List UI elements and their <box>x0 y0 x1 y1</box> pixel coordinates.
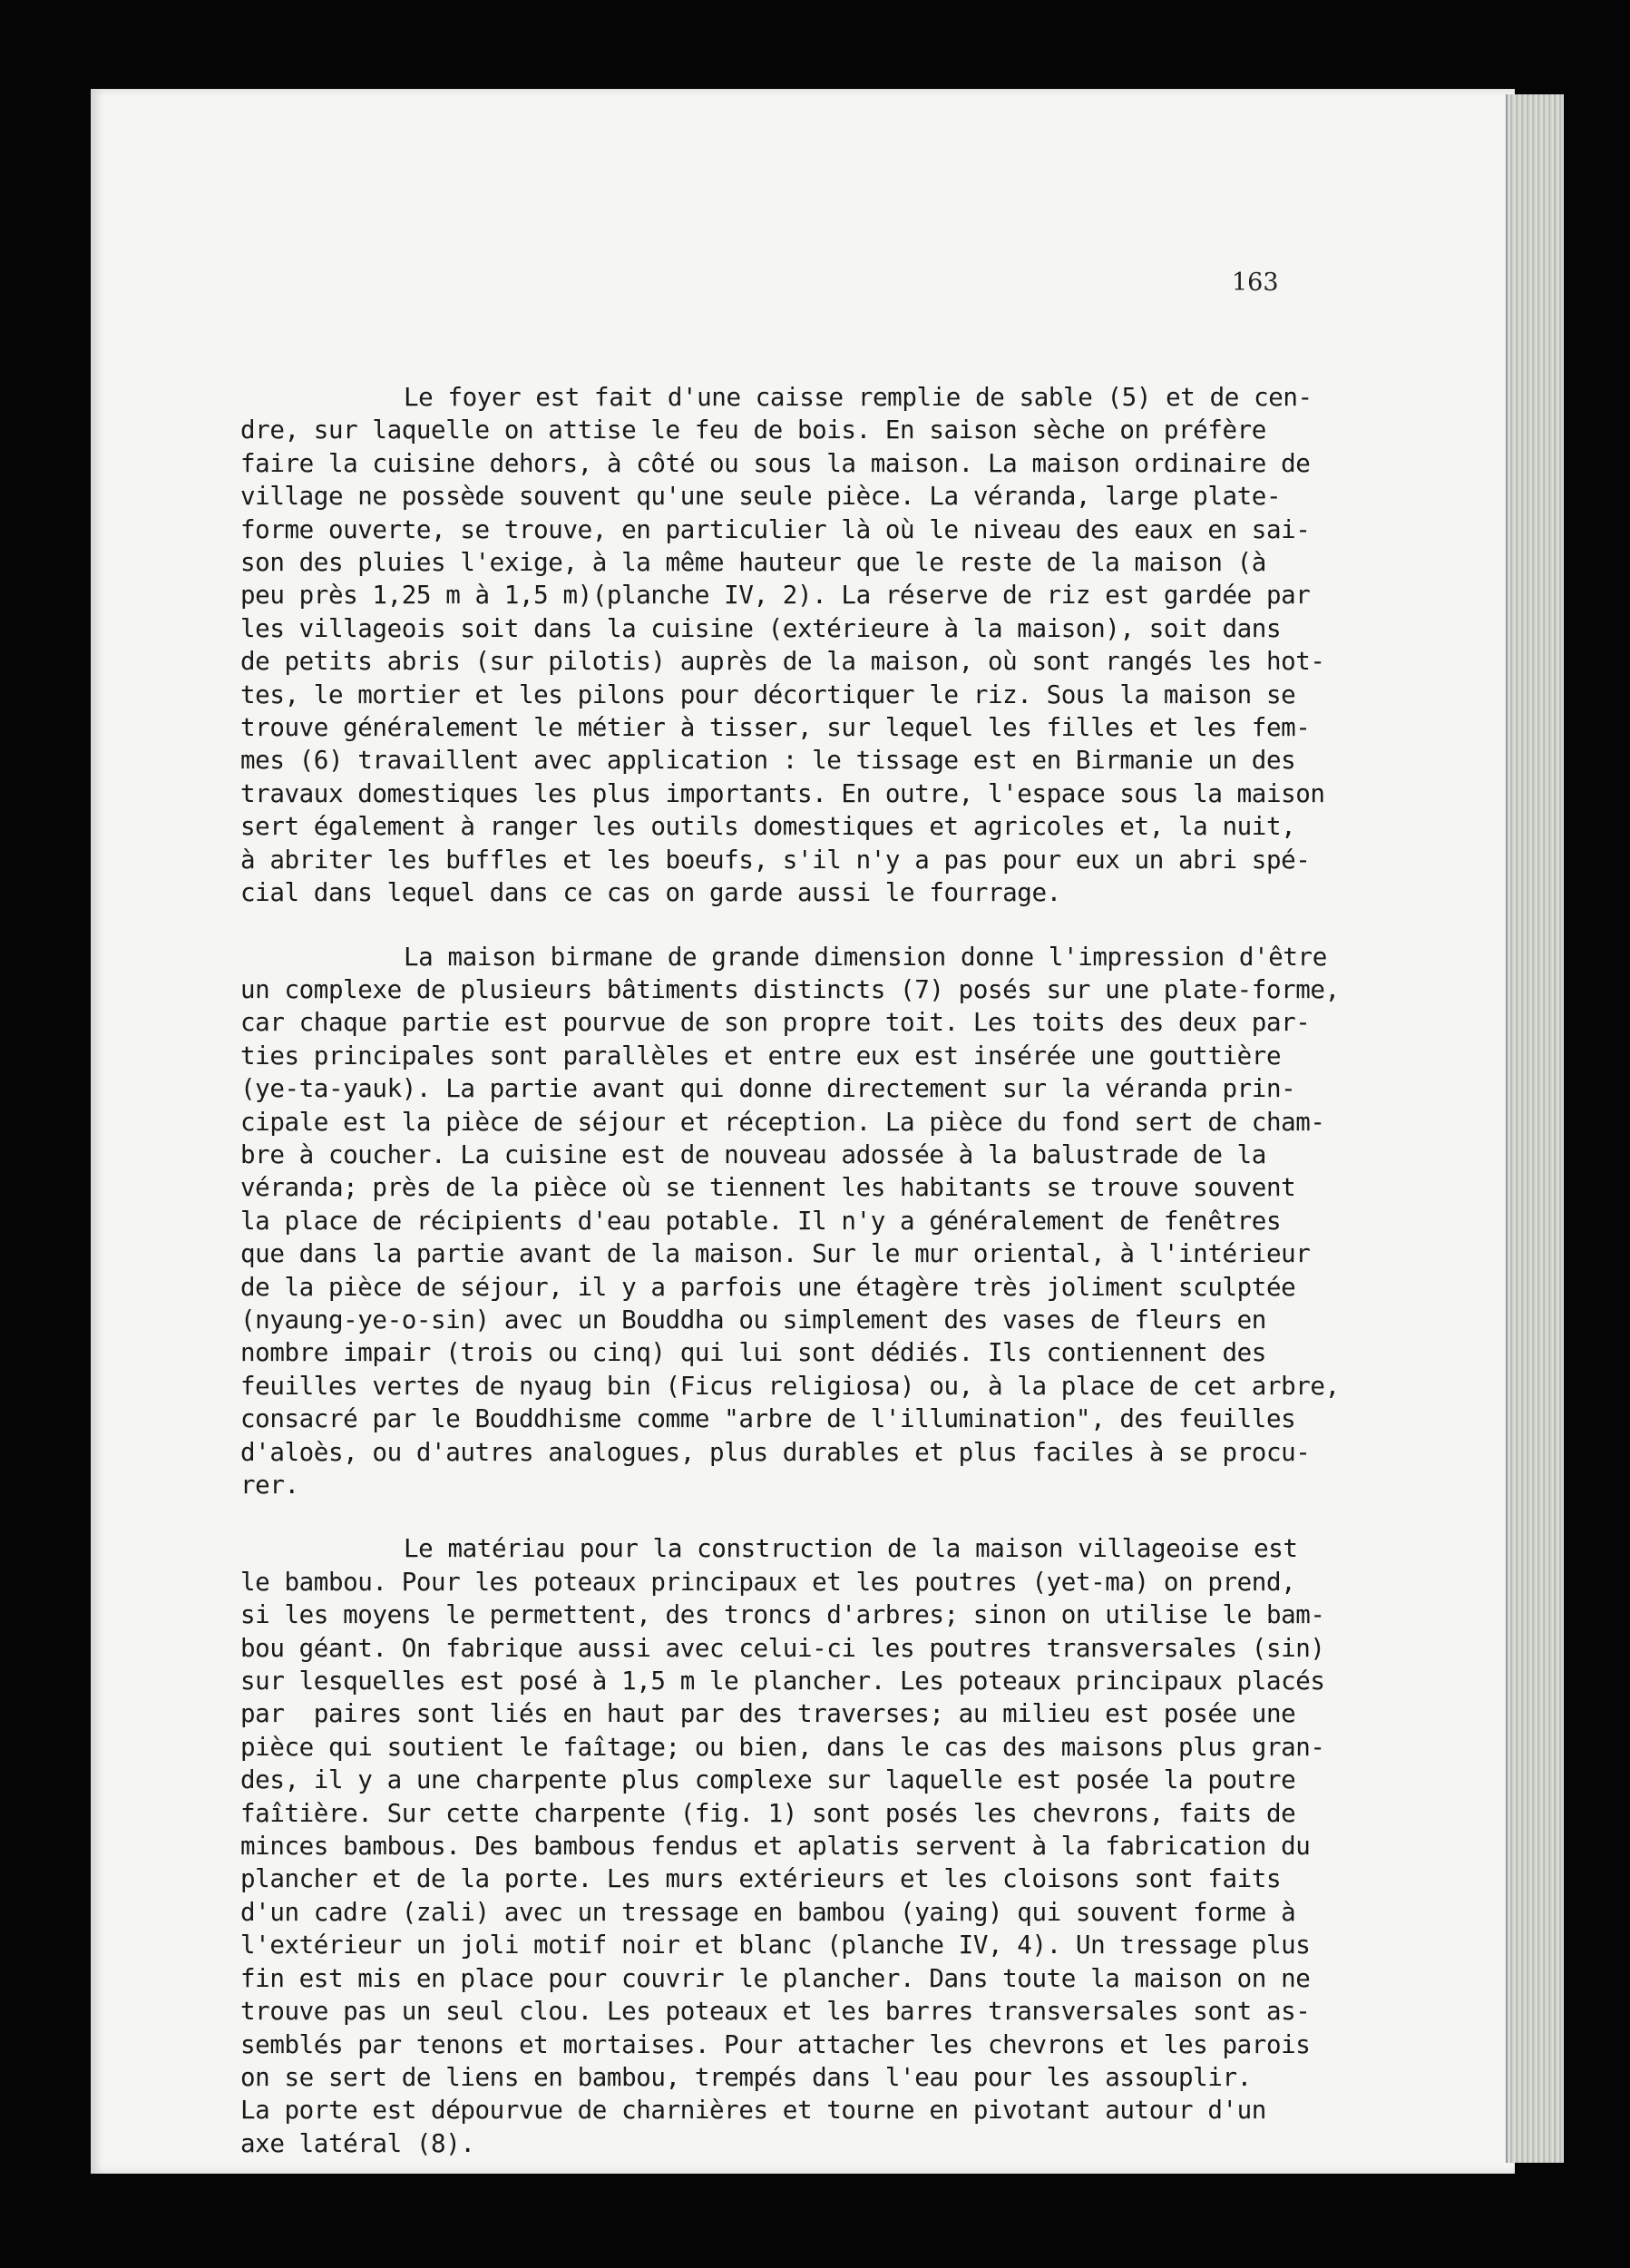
text-line: fin est mis en place pour couvrir le plancher. Dans toute la maison on ne <box>240 1963 1311 1993</box>
text-line: trouve pas un seul clou. Les poteaux et les barres transversales sont as- <box>240 1997 1311 2027</box>
paragraph-2 <box>240 941 1374 1502</box>
text-line: tes, le mortier et les pilons pour décortiquer le riz. Sous la maison se <box>240 679 1296 709</box>
text-line: axe latéral (8). <box>240 2128 475 2158</box>
text-line: que dans la partie avant de la maison. Sur le mur oriental, à l'intérieur <box>240 1239 1311 1269</box>
text-line: La porte est dépourvue de charnières et tourne en pivotant autour d'un <box>240 2096 1266 2126</box>
text-line: consacré par le Bouddhisme comme "arbre de l'illumination", des feuilles <box>240 1404 1296 1434</box>
text-line: si les moyens le permettent, des troncs d'arbres; sinon on utilise le bam- <box>240 1600 1325 1630</box>
text-line: pièce qui soutient le faîtage; ou bien, dans le cas des maisons plus gran- <box>240 1732 1325 1762</box>
text-line: forme ouverte, se trouve, en particulier là où le niveau des eaux en sai- <box>240 514 1311 544</box>
paragraph-1 <box>240 381 1374 910</box>
text-line: de petits abris (sur pilotis) auprès de la maison, où sont rangés les hot- <box>240 647 1325 677</box>
text-line: sur lesquelles est posé à 1,5 m le plancher. Les poteaux principaux placés <box>240 1667 1325 1696</box>
text-line: véranda; près de la pièce où se tiennent les habitants se trouve souvent <box>240 1173 1296 1203</box>
text-line: nombre impair (trois ou cinq) qui lui sont dédiés. Ils contiennent des <box>240 1338 1266 1368</box>
text-line: dre, sur laquelle on attise le feu de bois. En saison sèche on préfère <box>240 415 1266 445</box>
text-line: sert également à ranger les outils domestiques et agricoles et, la nuit, <box>240 812 1296 842</box>
paragraph-3 <box>240 1532 1374 2160</box>
text-line: ties principales sont parallèles et entre eux est insérée une gouttière <box>240 1041 1282 1070</box>
text-line: car chaque partie est pourvue de son propre toit. Les toits des deux par- <box>240 1008 1311 1038</box>
text-line: travaux domestiques les plus importants. En outre, l'espace sous la maison <box>240 778 1325 808</box>
text-line: on se sert de liens en bambou, trempés dans l'eau pour les assouplir. <box>240 2062 1252 2092</box>
text-line: semblés par tenons et mortaises. Pour attacher les chevrons et les parois <box>240 2029 1311 2059</box>
text-line: faîtière. Sur cette charpente (fig. 1) sont posés les chevrons, faits de <box>240 1798 1296 1828</box>
text-line: son des pluies l'exige, à la même hauteur que le reste de la maison (à <box>240 548 1266 578</box>
text-line: des, il y a une charpente plus complexe sur laquelle est posée la poutre <box>240 1765 1296 1795</box>
text-line: minces bambous. Des bambous fendus et aplatis servent à la fabrication du <box>240 1832 1311 1862</box>
text-line: à abriter les buffles et les boeufs, s'il n'y a pas pour eux un abri spé- <box>240 845 1311 875</box>
text-line: un complexe de plusieurs bâtiments distincts (7) posés sur une plate-forme, <box>240 974 1340 1004</box>
text-line: bou géant. On fabrique aussi avec celui-ci les poutres transversales (sin) <box>240 1633 1325 1663</box>
text-line: peu près 1,25 m à 1,5 m)(planche IV, 2). La réserve de riz est gardée par <box>240 581 1311 611</box>
text-line: l'extérieur un joli motif noir et blanc (planche IV, 4). Un tressage plus <box>240 1931 1311 1960</box>
text-line: (ye-ta-yauk). La partie avant qui donne directement sur la véranda prin- <box>240 1074 1296 1104</box>
text-line: village ne possède souvent qu'une seule pièce. La véranda, large plate- <box>240 482 1282 512</box>
text-line: de la pièce de séjour, il y a parfois une étagère très joliment sculptée <box>240 1272 1296 1302</box>
text-line: les villageois soit dans la cuisine (extérieure à la maison), soit dans <box>240 613 1282 643</box>
text-line: par paires sont liés en haut par des traverses; au milieu est posée une <box>240 1699 1296 1729</box>
text-line: le bambou. Pour les poteaux principaux et les poutres (yet-ma) on prend, <box>240 1567 1296 1597</box>
text-line: trouve généralement le métier à tisser, sur lequel les filles et les fem- <box>240 713 1311 743</box>
text-line: faire la cuisine dehors, à côté ou sous la maison. La maison ordinaire de <box>240 448 1311 478</box>
text-line: (nyaung-ye-o-sin) avec un Bouddha ou simplement des vases de fleurs en <box>240 1305 1266 1334</box>
page-number: 163 <box>1232 269 1279 297</box>
text-line: la place de récipients d'eau potable. Il n'y a généralement de fenêtres <box>240 1206 1282 1236</box>
text-line: cial dans lequel dans ce cas on garde aussi le fourrage. <box>240 878 1061 908</box>
text-line: d'un cadre (zali) avec un tressage en bambou (yaing) qui souvent forme à <box>240 1897 1296 1927</box>
page-stack-edge <box>1506 94 1564 2163</box>
text-line: d'aloès, ou d'autres analogues, plus durables et plus faciles à se procu- <box>240 1437 1311 1467</box>
body-text <box>240 381 1374 2191</box>
text-line: La maison birmane de grande dimension donne l'impression d'être <box>404 942 1327 972</box>
text-line: rer. <box>240 1471 299 1500</box>
text-line: Le foyer est fait d'une caisse remplie de sable (5) et de cen- <box>404 383 1313 412</box>
text-line: cipale est la pièce de séjour et réception. La pièce du fond sert de cham- <box>240 1107 1325 1137</box>
text-line: feuilles vertes de nyaug bin (Ficus religiosa) ou, à la place de cet arbre, <box>240 1371 1340 1401</box>
text-line: plancher et de la porte. Les murs extérieurs et les cloisons sont faits <box>240 1864 1282 1894</box>
text-line: bre à coucher. La cuisine est de nouveau adossée à la balustrade de la <box>240 1139 1266 1169</box>
text-line: mes (6) travaillent avec application : le tissage est en Birmanie un des <box>240 746 1296 776</box>
text-line: Le matériau pour la construction de la maison villageoise est <box>404 1534 1298 1564</box>
